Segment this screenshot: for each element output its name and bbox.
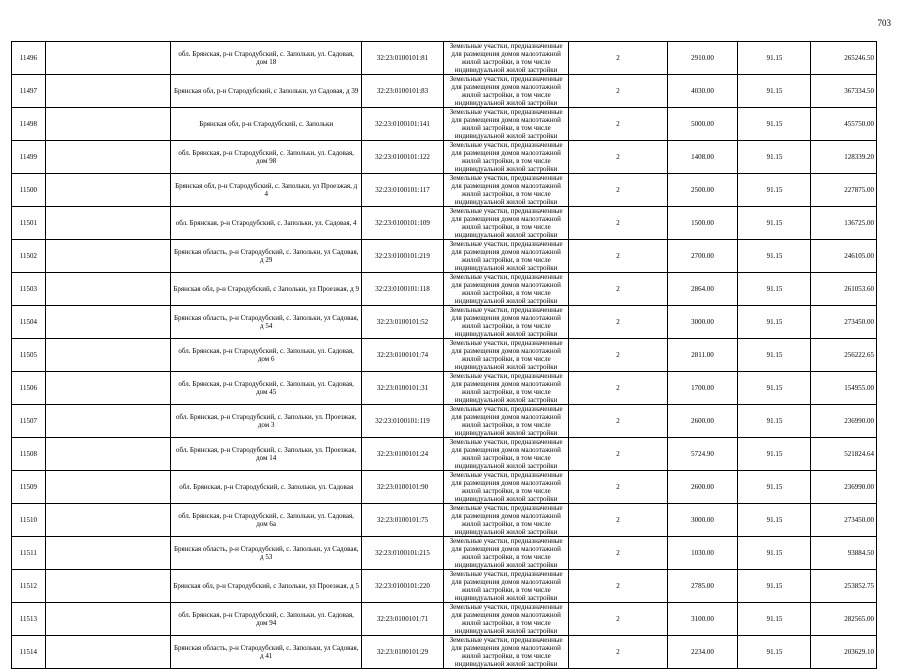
cell-permitted-use: Земельные участки, предназначенные для размещения домов малоэтажной жилой застройки, в том числе индивидуальной жилой застройки xyxy=(443,636,568,669)
cell-number: 11504 xyxy=(12,306,46,339)
cell-number: 11508 xyxy=(12,438,46,471)
table-row xyxy=(12,570,877,603)
cell-unit-rate: 91.15 xyxy=(738,438,811,471)
cell-number: 11512 xyxy=(12,570,46,603)
table-row xyxy=(12,537,877,570)
cell-unit-rate: 91.15 xyxy=(738,240,811,273)
cell-cadastral-number: 32:23:0100101:90 xyxy=(362,471,444,504)
cell-unit-rate: 91.15 xyxy=(738,42,811,75)
cell-address: Брянская обл, р-н Стародубский, с Запольки, ул Садовая, д 39 xyxy=(171,75,362,108)
cell-blank xyxy=(45,570,170,603)
cell-cadastral-number: 32:23:0100101:31 xyxy=(362,372,444,405)
cell-cadastral-value: 253852.75 xyxy=(811,570,877,603)
cell-number: 11496 xyxy=(12,42,46,75)
cell-category: 2 xyxy=(569,306,667,339)
cell-unit-rate: 91.15 xyxy=(738,405,811,438)
cell-address: обл. Брянская, р-н Стародубский, с. Запольки, ул. Садовая, 4 xyxy=(171,207,362,240)
cell-permitted-use: Земельные участки, предназначенные для размещения домов малоэтажной жилой застройки, в том числе индивидуальной жилой застройки xyxy=(443,339,568,372)
cell-category: 2 xyxy=(569,339,667,372)
cell-cadastral-number: 32:23:0100101:29 xyxy=(362,636,444,669)
cell-area: 2600.00 xyxy=(667,471,738,504)
cell-unit-rate: 91.15 xyxy=(738,207,811,240)
cell-cadastral-value: 273450.00 xyxy=(811,504,877,537)
cell-blank xyxy=(45,306,170,339)
cell-cadastral-value: 455750.00 xyxy=(811,108,877,141)
cell-cadastral-value: 246105.00 xyxy=(811,240,877,273)
cell-blank xyxy=(45,108,170,141)
cell-cadastral-number: 32:23:0100101:71 xyxy=(362,603,444,636)
cell-blank xyxy=(45,141,170,174)
cell-unit-rate: 91.15 xyxy=(738,504,811,537)
cell-number: 11506 xyxy=(12,372,46,405)
table-row xyxy=(12,108,877,141)
cell-blank xyxy=(45,636,170,669)
cell-permitted-use: Земельные участки, предназначенные для размещения домов малоэтажной жилой застройки, в том числе индивидуальной жилой застройки xyxy=(443,75,568,108)
cell-cadastral-number: 32:23:0100101:219 xyxy=(362,240,444,273)
cell-permitted-use: Земельные участки, предназначенные для размещения домов малоэтажной жилой застройки, в том числе индивидуальной жилой застройки xyxy=(443,141,568,174)
cell-permitted-use: Земельные участки, предназначенные для размещения домов малоэтажной жилой застройки, в том числе индивидуальной жилой застройки xyxy=(443,108,568,141)
cell-category: 2 xyxy=(569,636,667,669)
cell-unit-rate: 91.15 xyxy=(738,372,811,405)
table-row xyxy=(12,438,877,471)
cell-area: 2785.00 xyxy=(667,570,738,603)
cell-cadastral-number: 32:23:0100101:74 xyxy=(362,339,444,372)
table-row xyxy=(12,405,877,438)
cell-cadastral-value: 367334.50 xyxy=(811,75,877,108)
cell-blank xyxy=(45,504,170,537)
cell-cadastral-number: 32:23:0100101:117 xyxy=(362,174,444,207)
cell-category: 2 xyxy=(569,75,667,108)
table-row xyxy=(12,207,877,240)
cell-area: 5724.90 xyxy=(667,438,738,471)
cell-cadastral-number: 32:23:0100101:220 xyxy=(362,570,444,603)
cell-blank xyxy=(45,42,170,75)
cell-unit-rate: 91.15 xyxy=(738,471,811,504)
cell-address: обл. Брянская, р-н Стародубский, с. Запольки, ул. Садовая xyxy=(171,471,362,504)
cell-number: 11500 xyxy=(12,174,46,207)
cell-address: обл. Брянская, р-н Стародубский, с. Запольки, ул. Садовая, дом 6 xyxy=(171,339,362,372)
cell-area: 2500.00 xyxy=(667,174,738,207)
cell-cadastral-value: 154955.00 xyxy=(811,372,877,405)
table-row xyxy=(12,339,877,372)
cell-area: 2700.00 xyxy=(667,240,738,273)
cell-blank xyxy=(45,207,170,240)
cell-blank xyxy=(45,174,170,207)
cell-cadastral-value: 93884.50 xyxy=(811,537,877,570)
cell-cadastral-number: 32:23:0100101:141 xyxy=(362,108,444,141)
cell-category: 2 xyxy=(569,570,667,603)
cell-category: 2 xyxy=(569,240,667,273)
cell-number: 11511 xyxy=(12,537,46,570)
cell-address: Брянская обл, р-н Стародубский, с. Запольки, ул Проезжая, д 4 xyxy=(171,174,362,207)
cell-address: Брянская область, р-н Стародубский, с. Запольки, ул Садовая, д 53 xyxy=(171,537,362,570)
cell-blank xyxy=(45,273,170,306)
cell-unit-rate: 91.15 xyxy=(738,75,811,108)
land-registry-table xyxy=(11,41,877,669)
cell-permitted-use: Земельные участки, предназначенные для размещения домов малоэтажной жилой застройки, в том числе индивидуальной жилой застройки xyxy=(443,405,568,438)
cell-address: обл. Брянская, р-н Стародубский, с. Запольки, ул. Проезжая, дом 14 xyxy=(171,438,362,471)
cell-permitted-use: Земельные участки, предназначенные для размещения домов малоэтажной жилой застройки, в том числе индивидуальной жилой застройки xyxy=(443,42,568,75)
table-row xyxy=(12,504,877,537)
cell-unit-rate: 91.15 xyxy=(738,339,811,372)
cell-category: 2 xyxy=(569,273,667,306)
cell-blank xyxy=(45,339,170,372)
cell-category: 2 xyxy=(569,141,667,174)
cell-unit-rate: 91.15 xyxy=(738,570,811,603)
cell-cadastral-value: 136725.00 xyxy=(811,207,877,240)
cell-cadastral-value: 256222.65 xyxy=(811,339,877,372)
cell-blank xyxy=(45,603,170,636)
cell-address: Брянская обл, р-н Стародубский, с Запольки, ул Проезжая, д 9 xyxy=(171,273,362,306)
cell-cadastral-value: 227875.00 xyxy=(811,174,877,207)
cell-unit-rate: 91.15 xyxy=(738,141,811,174)
cell-address: Брянская область, р-н Стародубский, с. Запольки, ул Садовая, д 29 xyxy=(171,240,362,273)
cell-cadastral-number: 32:23:0100101:83 xyxy=(362,75,444,108)
cell-address: обл. Брянская, р-н Стародубский, с. Запольки, ул. Проезжая, дом 3 xyxy=(171,405,362,438)
cell-cadastral-value: 265246.50 xyxy=(811,42,877,75)
cell-unit-rate: 91.15 xyxy=(738,636,811,669)
cell-cadastral-number: 32:23:0100101:81 xyxy=(362,42,444,75)
cell-number: 11503 xyxy=(12,273,46,306)
cell-permitted-use: Земельные участки, предназначенные для размещения домов малоэтажной жилой застройки, в том числе индивидуальной жилой застройки xyxy=(443,372,568,405)
cell-permitted-use: Земельные участки, предназначенные для размещения домов малоэтажной жилой застройки, в том числе индивидуальной жилой застройки xyxy=(443,174,568,207)
cell-category: 2 xyxy=(569,108,667,141)
cell-category: 2 xyxy=(569,372,667,405)
cell-permitted-use: Земельные участки, предназначенные для размещения домов малоэтажной жилой застройки, в том числе индивидуальной жилой застройки xyxy=(443,207,568,240)
cell-address: обл. Брянская, р-н Стародубский, с. Запольки, ул. Садовая, дом 98 xyxy=(171,141,362,174)
cell-area: 2600.00 xyxy=(667,405,738,438)
cell-unit-rate: 91.15 xyxy=(738,108,811,141)
cell-permitted-use: Земельные участки, предназначенные для размещения домов малоэтажной жилой застройки, в том числе индивидуальной жилой застройки xyxy=(443,240,568,273)
cell-blank xyxy=(45,537,170,570)
cell-area: 2864.00 xyxy=(667,273,738,306)
table-row xyxy=(12,240,877,273)
cell-permitted-use: Земельные участки, предназначенные для размещения домов малоэтажной жилой застройки, в том числе индивидуальной жилой застройки xyxy=(443,471,568,504)
cell-number: 11510 xyxy=(12,504,46,537)
cell-blank xyxy=(45,75,170,108)
cell-category: 2 xyxy=(569,504,667,537)
cell-permitted-use: Земельные участки, предназначенные для размещения домов малоэтажной жилой застройки, в том числе индивидуальной жилой застройки xyxy=(443,537,568,570)
table-row xyxy=(12,141,877,174)
cell-cadastral-number: 32:23:0100101:215 xyxy=(362,537,444,570)
cell-category: 2 xyxy=(569,537,667,570)
table-row xyxy=(12,306,877,339)
cell-blank xyxy=(45,438,170,471)
cell-cadastral-value: 261053.60 xyxy=(811,273,877,306)
cell-area: 2234.00 xyxy=(667,636,738,669)
cell-number: 11513 xyxy=(12,603,46,636)
cell-cadastral-number: 32:23:0100101:118 xyxy=(362,273,444,306)
cell-cadastral-number: 32:23:0100101:119 xyxy=(362,405,444,438)
cell-category: 2 xyxy=(569,471,667,504)
cell-number: 11505 xyxy=(12,339,46,372)
table-body xyxy=(12,42,877,669)
cell-number: 11501 xyxy=(12,207,46,240)
cell-permitted-use: Земельные участки, предназначенные для размещения домов малоэтажной жилой застройки, в том числе индивидуальной жилой застройки xyxy=(443,306,568,339)
page-number: 703 xyxy=(877,18,891,28)
cell-permitted-use: Земельные участки, предназначенные для размещения домов малоэтажной жилой застройки, в том числе индивидуальной жилой застройки xyxy=(443,570,568,603)
cell-cadastral-number: 32:23:0100101:122 xyxy=(362,141,444,174)
cell-number: 11507 xyxy=(12,405,46,438)
cell-address: обл. Брянская, р-н Стародубский, с. Запольки, ул. Садовая, дом 6а xyxy=(171,504,362,537)
cell-number: 11502 xyxy=(12,240,46,273)
table-row xyxy=(12,372,877,405)
cell-category: 2 xyxy=(569,42,667,75)
cell-cadastral-number: 32:23:0100101:52 xyxy=(362,306,444,339)
table-row xyxy=(12,636,877,669)
cell-blank xyxy=(45,471,170,504)
cell-area: 3100.00 xyxy=(667,603,738,636)
cell-cadastral-value: 521824.64 xyxy=(811,438,877,471)
cell-blank xyxy=(45,405,170,438)
cell-number: 11499 xyxy=(12,141,46,174)
cell-area: 3000.00 xyxy=(667,504,738,537)
cell-number: 11514 xyxy=(12,636,46,669)
cell-address: Брянская область, р-н Стародубский, с. Запольки, ул Садовая, д 54 xyxy=(171,306,362,339)
cell-address: обл. Брянская, р-н Стародубский, с. Запольки, ул. Садовая, дом 45 xyxy=(171,372,362,405)
table-row xyxy=(12,603,877,636)
cell-blank xyxy=(45,372,170,405)
cell-cadastral-value: 128339.20 xyxy=(811,141,877,174)
cell-area: 5000.00 xyxy=(667,108,738,141)
cell-unit-rate: 91.15 xyxy=(738,273,811,306)
table-row xyxy=(12,174,877,207)
cell-area: 1500.00 xyxy=(667,207,738,240)
cell-number: 11497 xyxy=(12,75,46,108)
cell-cadastral-value: 282565.00 xyxy=(811,603,877,636)
cell-area: 2910.00 xyxy=(667,42,738,75)
cell-permitted-use: Земельные участки, предназначенные для размещения домов малоэтажной жилой застройки, в том числе индивидуальной жилой застройки xyxy=(443,438,568,471)
cell-category: 2 xyxy=(569,174,667,207)
cell-cadastral-number: 32:23:0100101:109 xyxy=(362,207,444,240)
table-row xyxy=(12,273,877,306)
cell-category: 2 xyxy=(569,405,667,438)
cell-cadastral-value: 203629.10 xyxy=(811,636,877,669)
cell-permitted-use: Земельные участки, предназначенные для размещения домов малоэтажной жилой застройки, в том числе индивидуальной жилой застройки xyxy=(443,603,568,636)
table-row xyxy=(12,471,877,504)
cell-cadastral-number: 32:23:0100101:75 xyxy=(362,504,444,537)
cell-category: 2 xyxy=(569,603,667,636)
cell-number: 11498 xyxy=(12,108,46,141)
cell-permitted-use: Земельные участки, предназначенные для размещения домов малоэтажной жилой застройки, в том числе индивидуальной жилой застройки xyxy=(443,273,568,306)
cell-blank xyxy=(45,240,170,273)
cell-area: 4030.00 xyxy=(667,75,738,108)
cell-area: 1030.00 xyxy=(667,537,738,570)
cell-unit-rate: 91.15 xyxy=(738,603,811,636)
cell-cadastral-number: 32:23:0100101:24 xyxy=(362,438,444,471)
cell-unit-rate: 91.15 xyxy=(738,537,811,570)
cell-address: обл. Брянская, р-н Стародубский, с. Запольки, ул. Садовая, дом 18 xyxy=(171,42,362,75)
cell-address: Брянская обл, р-н Стародубский, с. Запольки xyxy=(171,108,362,141)
table-row xyxy=(12,75,877,108)
cell-unit-rate: 91.15 xyxy=(738,174,811,207)
cell-cadastral-value: 273450.00 xyxy=(811,306,877,339)
cell-address: Брянская обл, р-н Стародубский, с Запольки, ул Проезжая, д 5 xyxy=(171,570,362,603)
cell-category: 2 xyxy=(569,207,667,240)
cell-cadastral-value: 236990.00 xyxy=(811,471,877,504)
cell-area: 1700.00 xyxy=(667,372,738,405)
table-row xyxy=(12,42,877,75)
cell-number: 11509 xyxy=(12,471,46,504)
cell-area: 3000.00 xyxy=(667,306,738,339)
cell-area: 1408.00 xyxy=(667,141,738,174)
cell-address: Брянская область, р-н Стародубский, с. Запольки, ул Садовая, д 41 xyxy=(171,636,362,669)
cell-address: обл. Брянская, р-н Стародубский, с. Запольки, ул. Садовая, дом 94 xyxy=(171,603,362,636)
cell-cadastral-value: 236990.00 xyxy=(811,405,877,438)
cell-unit-rate: 91.15 xyxy=(738,306,811,339)
cell-area: 2811.00 xyxy=(667,339,738,372)
cell-permitted-use: Земельные участки, предназначенные для размещения домов малоэтажной жилой застройки, в том числе индивидуальной жилой застройки xyxy=(443,504,568,537)
cell-category: 2 xyxy=(569,438,667,471)
